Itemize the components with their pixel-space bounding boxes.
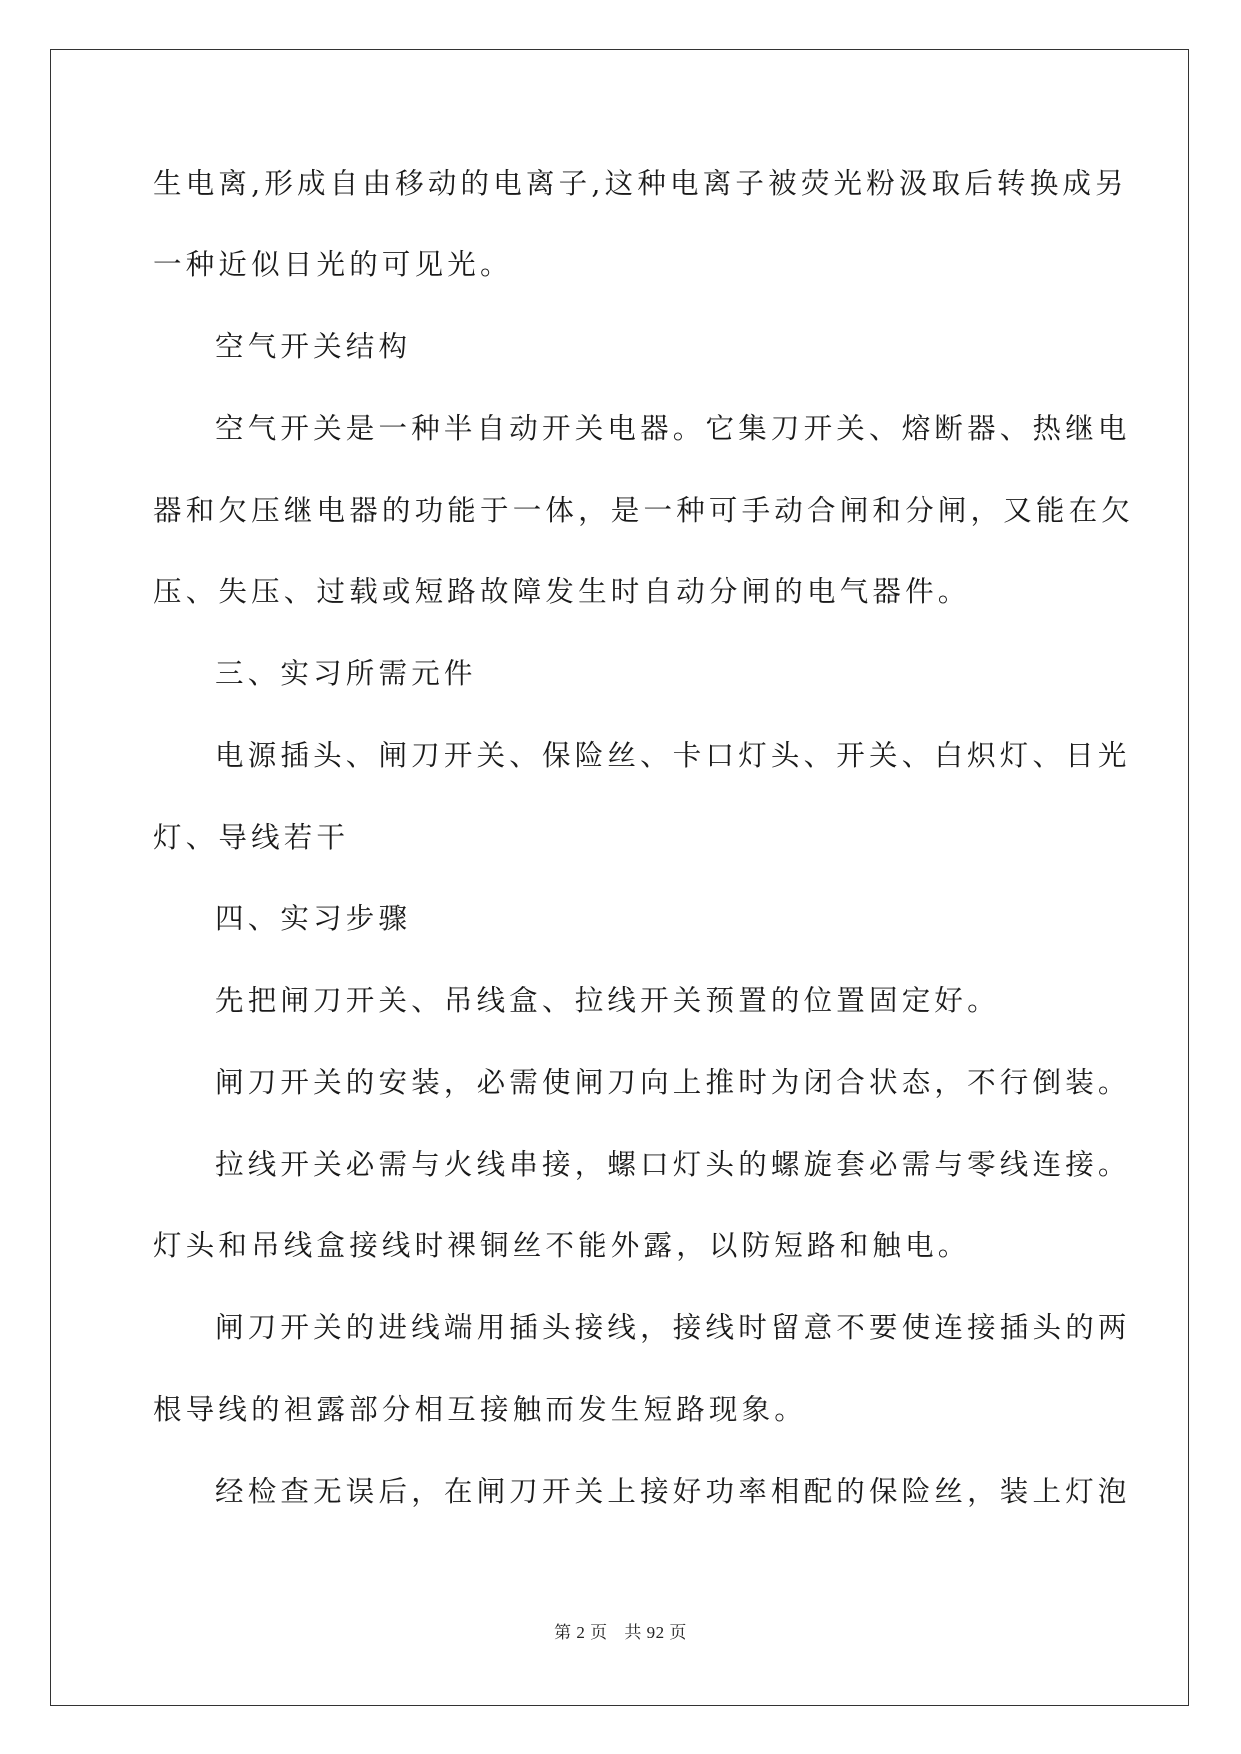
paragraph-line: 闸刀开关的进线端用插头接线，接线时留意不要使连接插头的两 [215, 1311, 1131, 1344]
page-number: 第 2 页 [554, 1623, 608, 1642]
page-frame [50, 49, 1189, 1706]
paragraph-line: 经检查无误后，在闸刀开关上接好功率相配的保险丝，装上灯泡 [215, 1475, 1131, 1508]
section-heading: 空气开关结构 [215, 330, 412, 363]
text-line: 根导线的袒露部分相互接触而发生短路现象。 [153, 1393, 808, 1426]
section-heading: 三、实习所需元件 [215, 657, 477, 690]
page-footer [0, 1618, 1241, 1643]
text-line: 灯头和吊线盒接线时裸铜丝不能外露，以防短路和触电。 [153, 1229, 971, 1262]
paragraph-line: 先把闸刀开关、吊线盒、拉线开关预置的位置固定好。 [215, 984, 1000, 1017]
text-line: 灯、导线若干 [153, 821, 350, 854]
paragraph-line: 拉线开关必需与火线串接，螺口灯头的螺旋套必需与零线连接。 [215, 1148, 1131, 1181]
paragraph-line: 电源插头、闸刀开关、保险丝、卡口灯头、开关、白炽灯、日光 [215, 739, 1131, 772]
text-line: 器和欠压继电器的功能于一体，是一种可手动合闸和分闸，又能在欠 [153, 494, 1135, 527]
section-heading: 四、实习步骤 [215, 902, 412, 935]
text-line: 压、失压、过载或短路故障发生时自动分闸的电气器件。 [153, 575, 971, 608]
paragraph-line: 空气开关是一种半自动开关电器。它集刀开关、熔断器、热继电 [215, 412, 1131, 445]
text-line: 生电离,形成自由移动的电离子,这种电离子被荧光粉汲取后转换成另 [153, 167, 1128, 200]
text-line: 一种近似日光的可见光。 [153, 248, 513, 281]
total-pages: 共 92 页 [624, 1623, 687, 1642]
paragraph-line: 闸刀开关的安装，必需使闸刀向上推时为闭合状态，不行倒装。 [215, 1066, 1131, 1099]
